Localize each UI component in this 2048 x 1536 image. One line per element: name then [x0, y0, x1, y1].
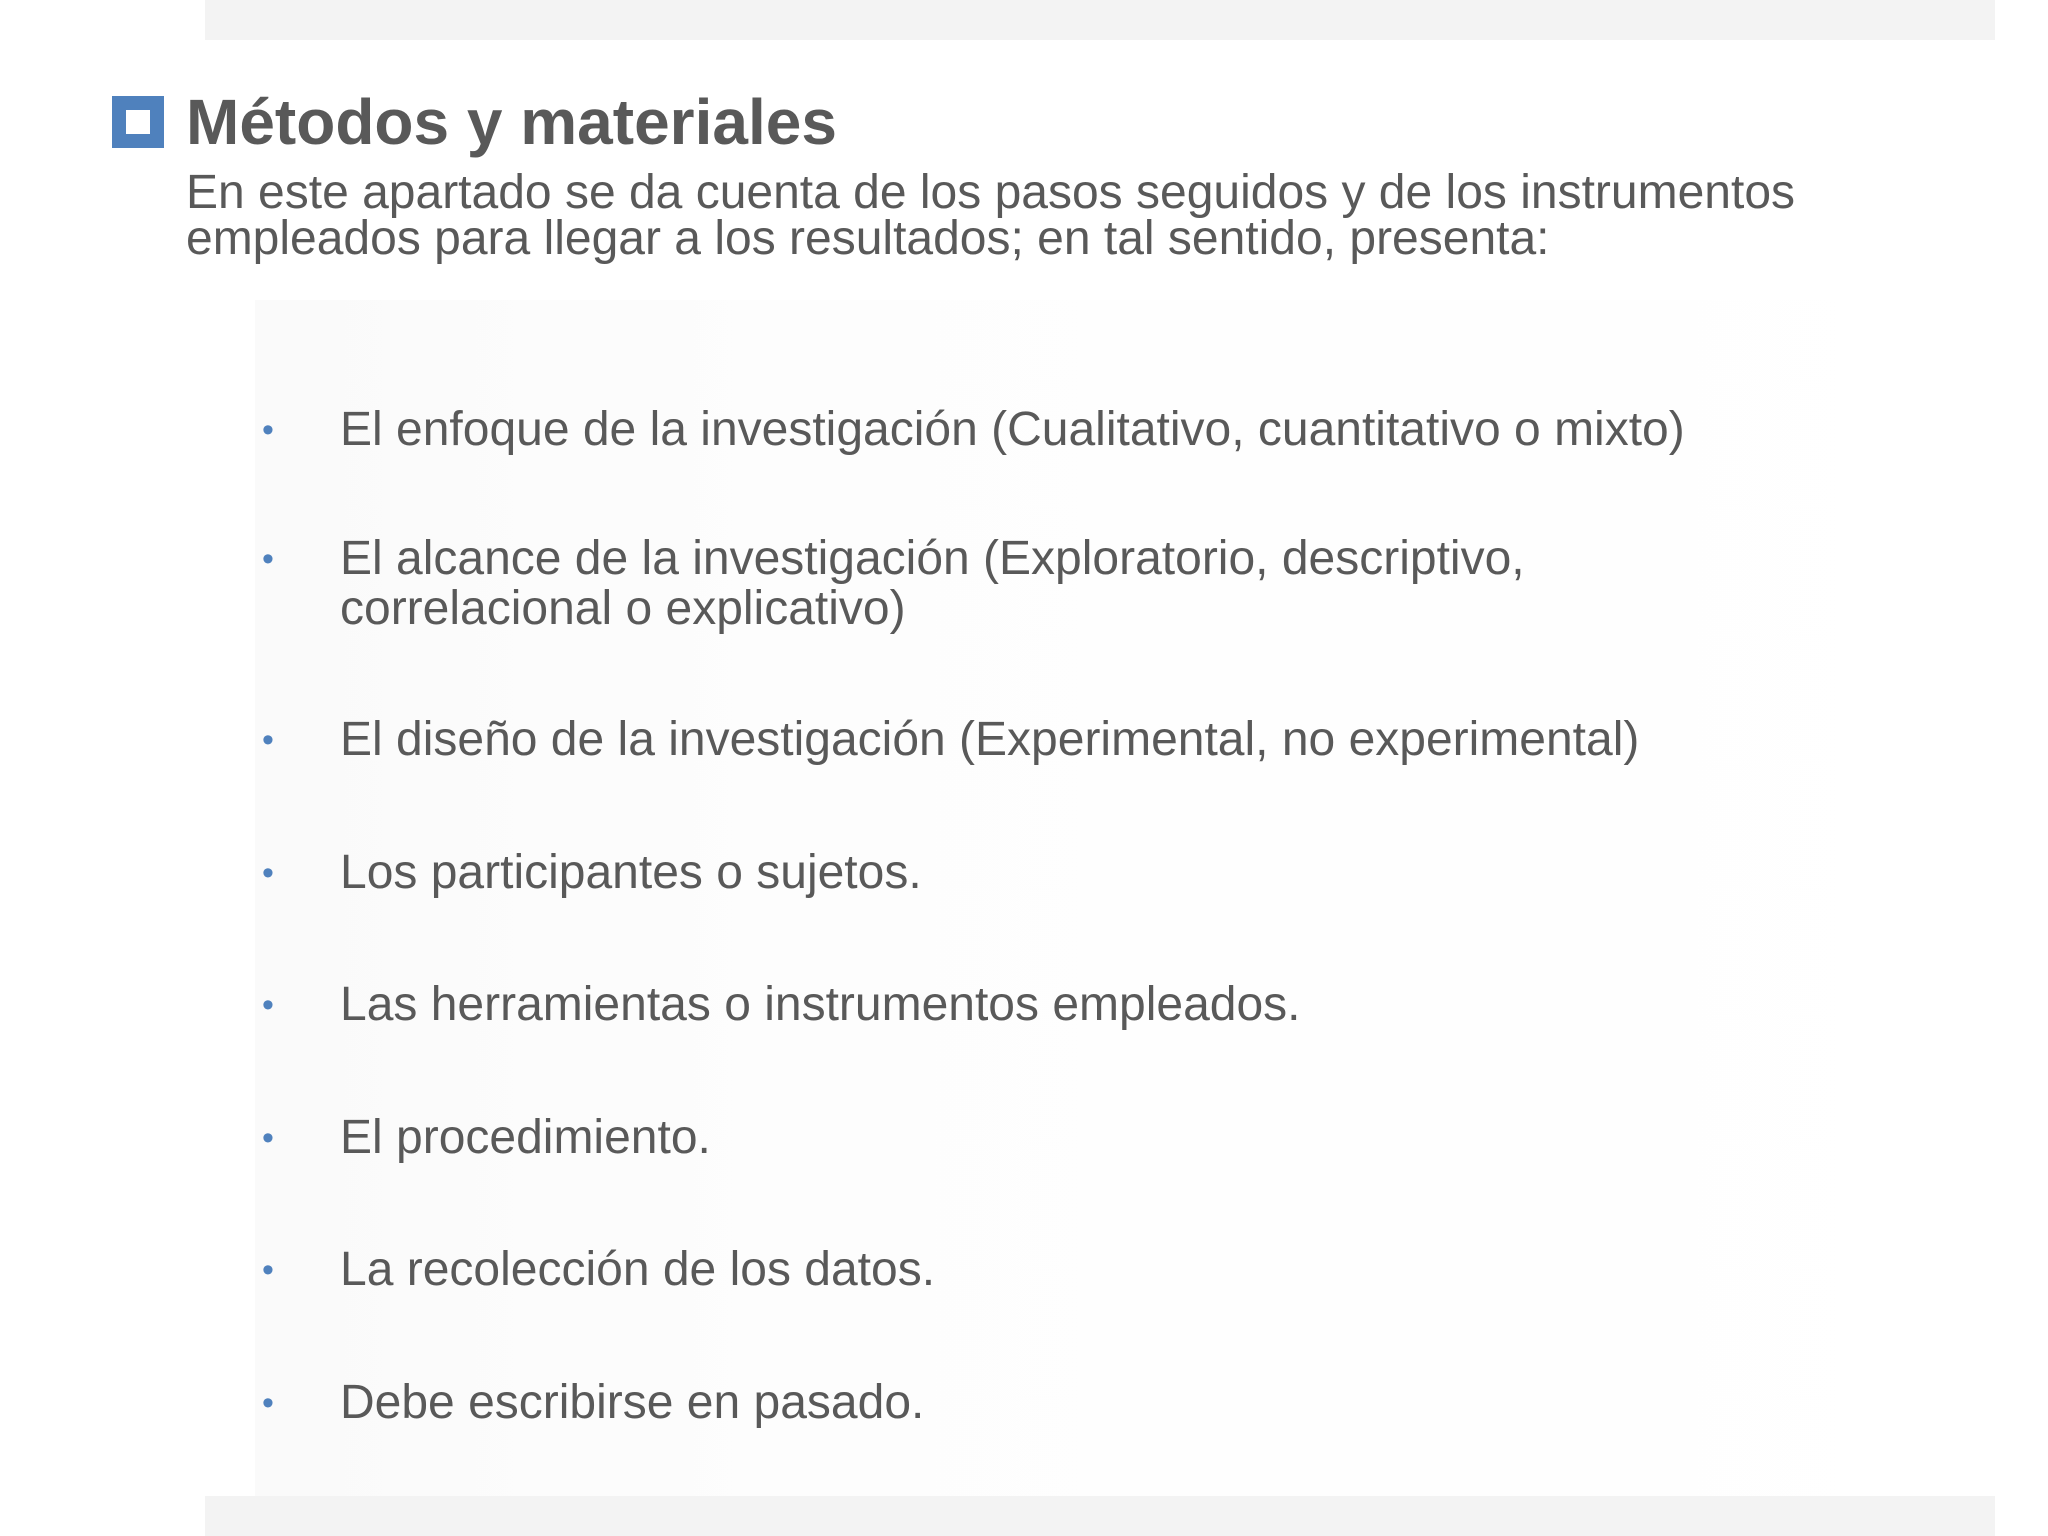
list-item-text: El procedimiento. — [340, 1111, 711, 1164]
top-band — [205, 0, 1995, 40]
bullet-dot-icon: • — [262, 721, 274, 759]
list-item — [262, 405, 1962, 455]
list-item — [262, 1378, 1962, 1428]
list-item — [262, 1245, 1962, 1295]
list-item-text: El alcance de la investigación (Exploratorio, descriptivo, correlacional o explicativo) — [340, 532, 1525, 635]
bullet-dot-icon: • — [262, 540, 274, 578]
bottom-band — [205, 1496, 1995, 1536]
list-item — [262, 848, 1962, 898]
list-item-text: El diseño de la investigación (Experimental, no experimental) — [340, 713, 1640, 766]
bullet-dot-icon: • — [262, 1251, 274, 1289]
bullet-dot-icon: • — [262, 986, 274, 1024]
list-item-text: El enfoque de la investigación (Cualitativo, cuantitativo o mixto) — [340, 403, 1685, 456]
list-item-text: Los participantes o sujetos. — [340, 846, 922, 899]
intro-paragraph: En este apartado se da cuenta de los pasos seguidos y de los instrumentos empleados para llegar a los resultados; en tal sentido, presenta: — [186, 166, 1796, 265]
list-item — [262, 534, 1962, 634]
bullet-dot-icon: • — [262, 411, 274, 449]
list-item — [262, 1113, 1962, 1163]
bullet-dot-icon: • — [262, 1384, 274, 1422]
list-item-text: Debe escribirse en pasado. — [340, 1376, 925, 1429]
list-item-text: La recolección de los datos. — [340, 1243, 936, 1296]
bullet-dot-icon: • — [262, 1119, 274, 1157]
slide-title: Métodos y materiales — [186, 86, 837, 158]
bullet-dot-icon: • — [262, 854, 274, 892]
list-item — [262, 715, 1962, 765]
square-bullet-icon — [112, 96, 164, 148]
list-item — [262, 980, 1962, 1030]
slide-heading — [112, 86, 837, 158]
list-item-text: Las herramientas o instrumentos empleados. — [340, 978, 1301, 1031]
